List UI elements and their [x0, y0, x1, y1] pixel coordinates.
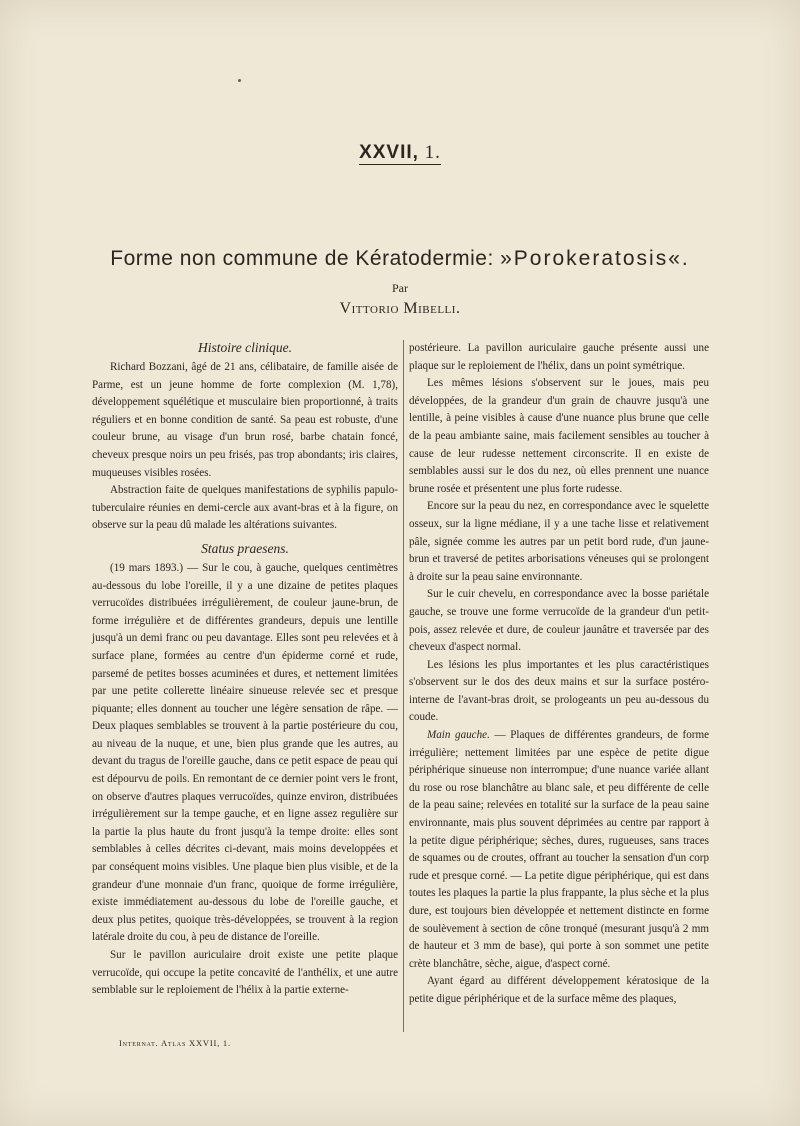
right-column — [409, 340, 709, 1009]
paragraph: Sur le cuir chevelu, en correspondance avec la bosse pariétale gauche, se trouve une forme verrucoïde de la grandeur d'un petit-pois, assez relevée et dure, de couleur jaunâtre et traversée par des cheveux d'aspect normal. — [409, 588, 709, 654]
paragraph: Encore sur la peau du nez, en correspondance avec le squelette osseux, sur la ligne médiane, il y a une tache lisse et relativement pâle, signée comme les autres par un petit bord rude, d'un jaune-brun et traversé de petites arborisations véneuses qui se prolongent à droite sur la peau saine environnante. — [409, 500, 709, 583]
paragraph: Les lésions les plus importantes et les plus caractéristiques s'observent sur le dos des deux mains et sur la surface postéro-interne de l'avant-bras droit, se prologeants un peu au-dessous du coude. — [409, 658, 709, 724]
plate-number — [0, 142, 800, 164]
paragraph: Sur le pavillon auriculaire droit existe une petite plaque verrucoïde, qui occupe la petite concavité de l'anthélix, et une autre semblable sur le reploiement de l'hélix à la partie externe- — [92, 949, 398, 997]
paragraph: Richard Bozzani, âgé de 21 ans, célibataire, de famille aisée de Parme, est un jeune homme de forte complexion (M. 1,78), développement squélétique et musculaire bien proportionné, à traits réguliers et en bonne condition de santé. Sa peau est robuste, d'une couleur brune, au visage d'un brun rosé, barbe chatain foncé, cheveux presque noirs un peu frisés, pas trop abondants; iris claires, muqueuses visibles rosées. — [92, 361, 398, 479]
paragraph — [409, 727, 709, 973]
article-title — [0, 247, 800, 271]
author-name: Vittorio Mibelli. — [339, 300, 461, 317]
paragraph: Les mêmes lésions s'observent sur le joues, mais peu développées, de la grandeur d'un grain de chauvre jusqu'à une lentille, à peine visibles à cause d'une nuance plus brune que celle de la peau ambiante saine, mais facilement sensibles au toucher à cause de leur rudesse nettement circonscrite. Il en existe de semblables aussi sur le dos du nez, où elles prennent une nuance brune rosée et présentent une plus forte rudesse. — [409, 377, 709, 495]
title-main: Forme non commune de Kératodermie: — [110, 247, 501, 270]
column-divider — [403, 340, 404, 1032]
paragraph-lead: Main gauche. — [427, 729, 490, 742]
paragraph: Abstraction faite de quelques manifestations de syphilis papulo-tuberculaire réunies en demi-cercle aux avant-bras et à la figure, on observe sur la peau dû malade les altérations suivantes. — [92, 484, 398, 532]
page-footer: Internat. Atlas XXVII, 1. — [119, 1038, 231, 1048]
paragraph: Ayant égard au différent développement kératosique de la petite digue périphérique et de la surface même des plaques, — [409, 975, 709, 1005]
paragraph: (19 mars 1893.) — Sur le cou, à gauche, quelques centimètres au-dessous du lobe l'oreille, il y a une dizaine de petites plaques verrucoïdes distribuées irrégulièrement, de couleur jaune-brun, de forme irrégulière et de différentes grandeurs, depuis une lentille jusqu'à un demi franc ou peu davantage. Elles sont peu relevées et à surface plane, formées au centre d'un épiderme corné et rude, parsemé de petites bosses acuminées et dures, et nettement limitées par une petite collerette linéaire sinueuse relevée sec et presque piquante; elles donnent au toucher une légère sensation de râpe. — Deux plaques semblables se trouvent à la partie postérieure du cou, au niveau de la nuque, et une, bien plus grande que les autres, au devant du tragus de l'oreille gauche, dans ce petit espace de peau qui est dépourvu de poils. En remontant de ce dernier point vers le front, on observe d'autres plaques verrucoïdes, quinze environ, distribuées irrégulièrement sur la tempe gauche, et en ligne assez regulière sur la partie la plus haute du front jusqu'à la tempe droite: elles sont semblables à celles décrites ci-devant, mais moins developpées et par conséquent moins visibles. Une plaque bien plus visible, et de la grandeur d'une monnaie d'un franc, quoique de forme irrégulière, existe immédiatement au-dessous du lobe de l'oreille gauche, et deux plus petites, quoique très-développées, se trouvent à la region latérale droite du cou, à peu de distance de l'oreille. — [92, 561, 398, 944]
title-highlight: »Porokeratosis«. — [500, 247, 690, 270]
plate-number-label: XXVII, 1. — [359, 142, 441, 163]
paper-speck — [238, 79, 241, 82]
paragraph: postérieure. La pavillon auriculaire gauche présente aussi une plaque sur le reploiement de l'hélix, dans un point symétrique. — [409, 342, 709, 372]
section-heading-status: Status praesens. — [201, 540, 289, 556]
paragraph-body: — Plaques de différentes grandeurs, de forme irrégulière; nettement limitées par une espèce de petite digue périphérique sinueuse non interrompue; d'une nuance variée allant du rose ou rose blanchâtre au blanc sale, et peu différente de celle de la peau saine; relevées en totalité sur la surface de la peau saine environnante, mais plus souvent déprimées au centre par rapport à la petite digue périphérique; sèches, dures, rugueuses, sans traces de squames ou de croutes, offrant au toucher la sensation d'un corp rude et presque corné. — La petite digue périphérique, qui est dans toutes les plaques la partie la plus frappante, la plus sèche et la plus dure, est toujours bien développée et nettement distincte en forme de soulèvement à section de cône tronqué (mesurant jusqu'à 2 mm de hauteur et 3 mm de base), qui porte à son sommet une petite crète blanchâtre, sèche, aigue, d'aspect corné. — [409, 729, 709, 970]
left-column — [92, 338, 398, 1000]
section-heading-histoire: Histoire clinique. — [198, 340, 292, 355]
byline-par: Par — [392, 281, 408, 295]
